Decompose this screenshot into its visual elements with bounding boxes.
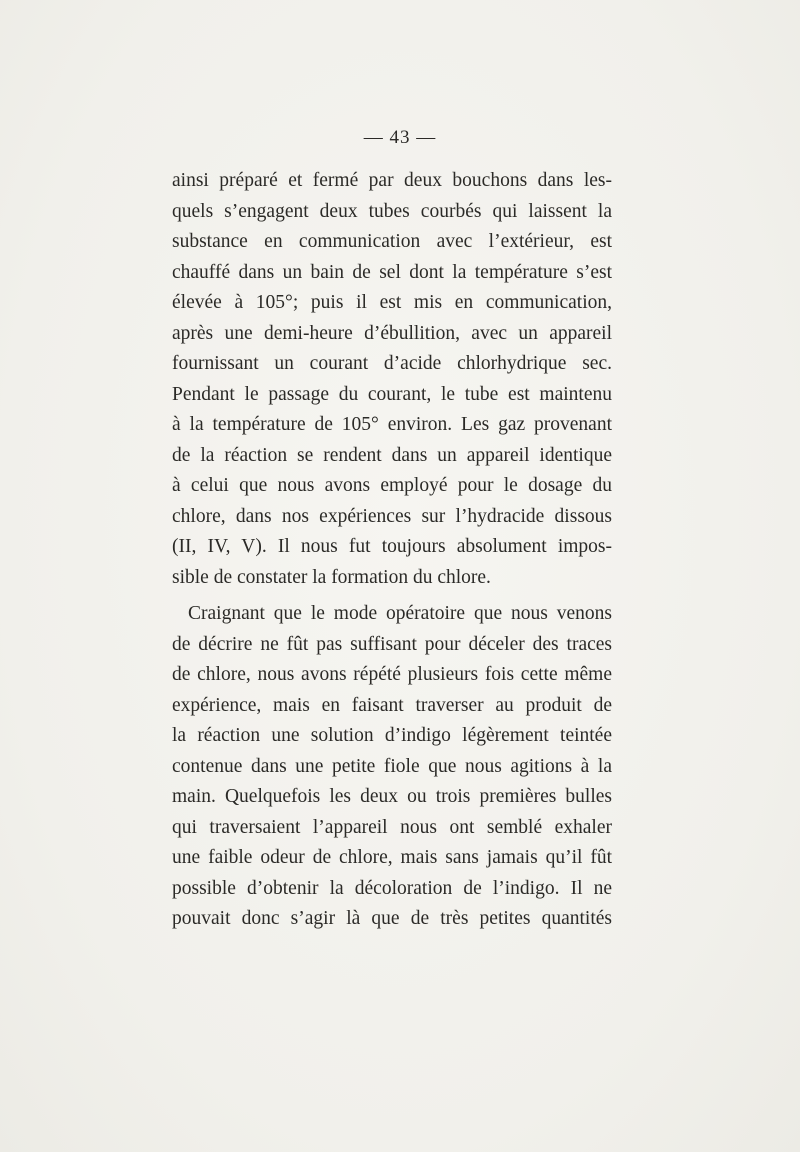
text-line: main. Quelquefois les deux ou trois premières bulles	[172, 786, 612, 807]
text-line: sible de constater la formation du chlore.	[172, 566, 491, 588]
text-line: fournissant un courant d’acide chlorhydrique sec.	[172, 353, 612, 374]
body-text	[172, 166, 612, 935]
text-line: de chlore, nous avons répété plusieurs fois cette même	[172, 664, 612, 685]
text-line: expérience, mais en faisant traverser au produit de	[172, 694, 612, 716]
text-line: une faible odeur de chlore, mais sans jamais qu’il fût	[172, 847, 612, 868]
text-line: substance en communication avec l’extérieur, est	[172, 231, 612, 252]
text-line: de décrire ne fût pas suffisant pour déceler des traces	[172, 633, 612, 655]
text-line: pouvait donc s’agir là que de très petites quantités	[172, 908, 612, 929]
text-line: possible d’obtenir la décoloration de l’indigo. Il ne	[172, 877, 612, 899]
paragraph-1	[172, 166, 612, 593]
text-line: élevée à 105°; puis il est mis en communication,	[172, 292, 612, 313]
text-line: chlore, dans nos expériences sur l’hydracide dissous	[172, 505, 612, 527]
text-line: qui traversaient l’appareil nous ont semblé exhaler	[172, 816, 612, 838]
text-line: (II, IV, V). Il nous fut toujours absolument impos-	[172, 536, 612, 557]
text-line: de la réaction se rendent dans un appareil identique	[172, 444, 612, 466]
text-line: chauffé dans un bain de sel dont la température s’est	[172, 261, 612, 283]
text-line: la réaction une solution d’indigo légèrement teintée	[172, 725, 612, 746]
text-line: ainsi préparé et fermé par deux bouchons dans les-	[172, 170, 612, 191]
text-line: contenue dans une petite fiole que nous agitions à la	[172, 755, 612, 777]
text-line: Craignant que le mode opératoire que nous venons	[188, 603, 612, 624]
text-line: Pendant le passage du courant, le tube est maintenu	[172, 383, 612, 405]
text-line: après une demi-heure d’ébullition, avec un appareil	[172, 322, 612, 344]
text-line: à celui que nous avons employé pour le dosage du	[172, 475, 612, 496]
text-line: à la température de 105° environ. Les gaz provenant	[172, 414, 612, 435]
paragraph-2	[172, 599, 612, 935]
page-number: — 43 —	[363, 127, 437, 148]
text-line: quels s’engagent deux tubes courbés qui laissent la	[172, 200, 612, 222]
